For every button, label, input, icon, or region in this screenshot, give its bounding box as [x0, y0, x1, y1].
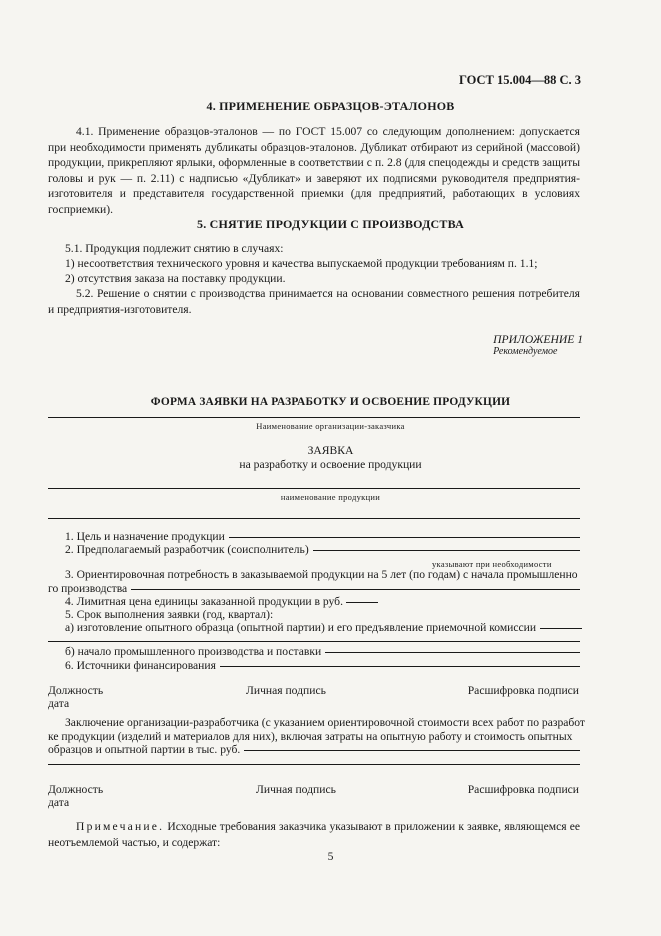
field-conclusion-line[interactable]	[244, 749, 580, 751]
field-financing-label: 6. Источники финансирования	[65, 659, 216, 672]
section-4-paragraph: 4.1. Применение образцов-эталонов — по ГОСТ 15.007 со следующим дополнением: допускается при необходимости применять дубликаты образцов-эталонов. Дубликат отбирают из серийной (массовой) продукции, прикрепляют ярлыки, оформленные в соответствии с п. 2.8 (для спецодежды и средств защиты головы и рук — п. 2.11) с надписью «Дубликат» и заверяют их подписями руководителя предприятия-изготовителя и представителя государственной приемки (для предприятий, работающих в условиях госприемки).	[48, 125, 580, 216]
note-paragraph	[48, 819, 580, 850]
field-production-start-label: б) начало промышленного производства и поставки	[65, 645, 322, 658]
appendix-block	[493, 333, 583, 357]
sig1-date: дата	[48, 697, 70, 710]
sig1-post: Должность	[48, 684, 104, 697]
field-purpose[interactable]	[65, 530, 580, 543]
conclusion-line-3: образцов и опытной партии в тыс. руб.	[48, 743, 241, 756]
request-subtitle: на разработку и освоение продукции	[239, 458, 422, 471]
field-price-label: 4. Лимитная цена единицы заказанной продукции в руб.	[65, 595, 343, 608]
field-conclusion[interactable]	[48, 743, 580, 756]
field-purpose-line[interactable]	[229, 536, 580, 538]
field-price[interactable]	[65, 595, 580, 608]
field-prototype[interactable]	[65, 621, 580, 634]
field-demand-label: 3. Ориентировочная потребность в заказываемой продукции на 5 лет (по годам) с начала промышленно	[65, 568, 578, 581]
appendix-label: ПРИЛОЖЕНИЕ 1	[493, 333, 583, 346]
sig2-sign: Личная подпись	[256, 783, 336, 796]
sig2-post: Должность	[48, 783, 104, 796]
sig2-decode: Расшифровка подписи	[467, 783, 579, 796]
page-number: 5	[327, 850, 334, 863]
conclusion-line-extra	[48, 764, 580, 765]
section-5-item-5-1: 5.1. Продукция подлежит снятию в случаях:	[65, 242, 284, 255]
field-prototype-label: а) изготовление опытного образца (опытной партии) и его предъявление приемочной комиссии	[65, 621, 537, 634]
note-text: Исходные требования заказчика указывают в приложении к заявке, являющемся ее неотъемлемой частью, и содержат:	[48, 820, 580, 849]
field-prototype-line[interactable]	[540, 627, 582, 629]
section-5-case-2: 2) отсутствия заказа на поставку продукции.	[65, 272, 286, 285]
field-financing-line[interactable]	[220, 665, 580, 667]
sig2-date: дата	[48, 796, 70, 809]
note-label: Примечание.	[76, 820, 165, 833]
field-deadline-label: 5. Срок выполнения заявки (год, квартал):	[65, 608, 274, 621]
org-name-caption: Наименование организации-заказчика	[256, 421, 405, 431]
field-financing[interactable]	[65, 659, 580, 672]
field-developer[interactable]	[65, 543, 580, 556]
sig1-decode: Расшифровка подписи	[467, 684, 579, 697]
form-title: ФОРМА ЗАЯВКИ НА РАЗРАБОТКУ И ОСВОЕНИЕ ПРОДУКЦИИ	[150, 396, 511, 408]
field-developer-label: 2. Предполагаемый разработчик (соисполнитель)	[65, 543, 309, 556]
page-header: ГОСТ 15.004—88 С. 3	[458, 73, 581, 87]
product-name-caption: наименование продукции	[280, 492, 381, 502]
field-purpose-label: 1. Цель и назначение продукции	[65, 530, 225, 543]
conclusion-line-2: ке продукции (изделий и материалов для них), включая затраты на опытную работу и стоимость опытных	[48, 730, 573, 743]
section-5-item-5-2: 5.2. Решение о снятии с производства принимается на основании совместного решения потребителя и предприятия-изготовителя.	[48, 287, 580, 316]
section-4-title: 4. ПРИМЕНЕНИЕ ОБРАЗЦОВ-ЭТАЛОНОВ	[206, 99, 455, 113]
field-production-start-line[interactable]	[325, 651, 580, 653]
request-title: ЗАЯВКА	[307, 444, 354, 457]
field-demand[interactable]	[48, 582, 580, 595]
field-developer-line[interactable]	[313, 549, 580, 551]
field-demand-label-cont: го производства	[48, 582, 128, 595]
developer-caption: указывают при необходимости	[432, 559, 552, 569]
section-5-case-1: 1) несоответствия технического уровня и качества выпускаемой продукции требованиям п. 1.1;	[65, 257, 538, 270]
conclusion-line-1: Заключение организации-разработчика (с указанием ориентировочной стоимости всех работ по разработ	[65, 716, 586, 729]
prototype-line-2	[48, 641, 580, 642]
sig1-sign: Личная подпись	[246, 684, 326, 697]
org-name-line	[48, 417, 580, 418]
section-5-title: 5. СНЯТИЕ ПРОДУКЦИИ С ПРОИЗВОДСТВА	[197, 217, 464, 231]
field-production-start[interactable]	[65, 645, 580, 658]
field-price-line[interactable]	[346, 601, 378, 603]
field-demand-line[interactable]	[131, 588, 580, 590]
product-name-line-2	[48, 518, 580, 519]
appendix-note: Рекомендуемое	[493, 346, 558, 357]
product-name-line	[48, 488, 580, 489]
